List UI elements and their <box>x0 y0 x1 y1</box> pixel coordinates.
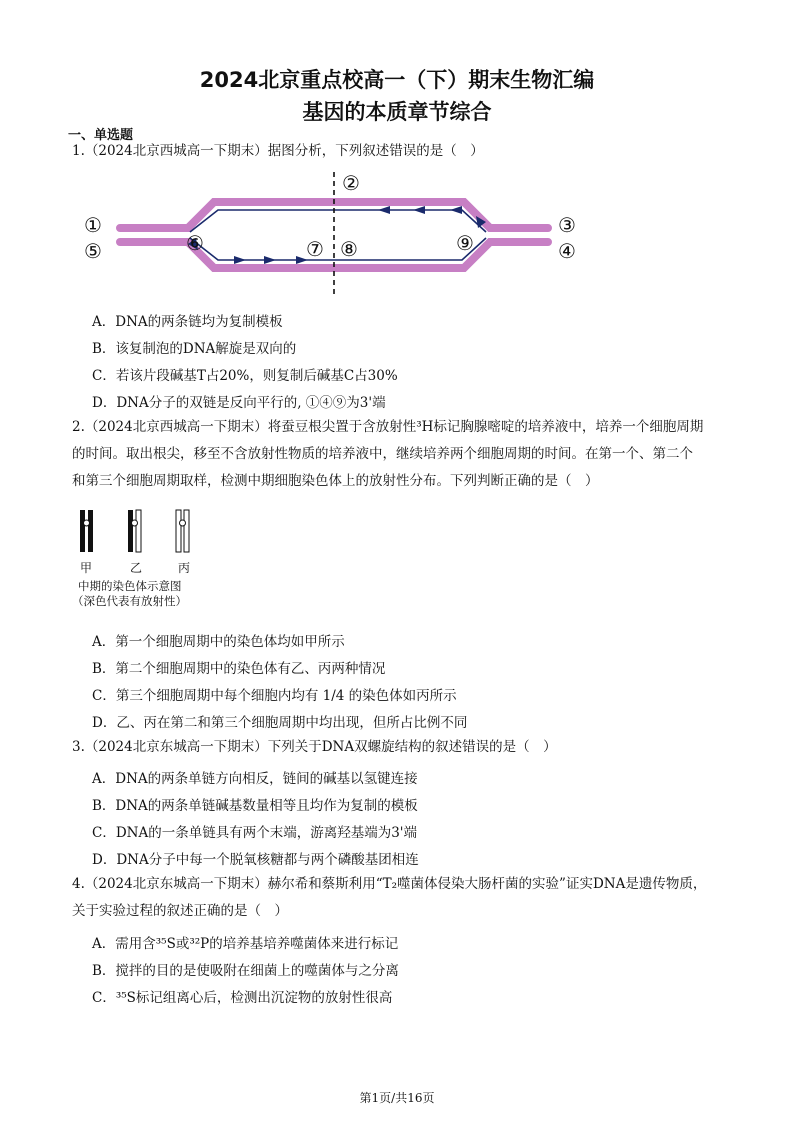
label-jia: 甲 <box>80 561 93 575</box>
q3-option-d: D．DNA分子中每一个脱氧核糖都与两个磷酸基团相连 <box>92 852 419 868</box>
label-1: ① <box>84 213 102 237</box>
q2-option-b: B．第二个细胞周期中的染色体有乙、丙两种情况 <box>92 661 386 677</box>
label-8: ⑧ <box>340 237 358 261</box>
question-3-stem: 3.（2024北京东城高一下期末）下列关于DNA双螺旋结构的叙述错误的是（ ） <box>72 739 557 755</box>
label-5: ⑤ <box>84 239 102 263</box>
q4-stem-line-2: 关于实验过程的叙述正确的是（ ） <box>72 903 288 919</box>
label-9: ⑨ <box>456 231 474 255</box>
q1-option-c: C．若该片段碱基T占20%，则复制后碱基C占30% <box>92 368 398 384</box>
label-4: ④ <box>558 239 576 263</box>
q1-option-b: B．该复制泡的DNA解旋是双向的 <box>92 341 297 357</box>
question-2-stem <box>72 414 722 495</box>
page-subtitle: 基因的本质章节综合 <box>302 100 492 124</box>
q2-option-a: A．第一个细胞周期中的染色体均如甲所示 <box>92 634 345 650</box>
q4-option-c: C．³⁵S标记组离心后，检测出沉淀物的放射性很高 <box>92 990 393 1006</box>
figure-caption-line-1: 中期的染色体示意图 <box>78 579 182 593</box>
q1-option-d: D．DNA分子的双链是反向平行的, ①④⑨为3'端 <box>92 395 386 411</box>
page-title: 2024北京重点校高一（下）期末生物汇编 <box>199 68 595 92</box>
label-3: ③ <box>558 213 576 237</box>
page-footer: 第1页/共16页 <box>359 1091 435 1105</box>
chromosome-bing <box>176 510 189 552</box>
q4-stem-line-1: 4.（2024北京东城高一下期末）赫尔希和蔡斯利用“T₂噬菌体侵染大肠杆菌的实验”证实DNA是遗传物质， <box>72 876 707 892</box>
q4-option-a: A．需用含³⁵S或³²P的培养基培养噬菌体来进行标记 <box>92 936 399 952</box>
replication-bubble-diagram <box>78 170 598 300</box>
q2-stem-line-1: 2.（2024北京西城高一下期末）将蚕豆根尖置于含放射性³H标记胸腺嘧啶的培养液中，培养一个细胞周期 <box>72 419 704 435</box>
q2-stem-line-3: 和第三个细胞周期取样，检测中期细胞染色体上的放射性分布。下列判断正确的是（ ） <box>72 473 599 489</box>
section-heading: 一、单选题 <box>68 128 134 143</box>
q3-option-b: B．DNA的两条单链碱基数量相等且均作为复制的模板 <box>92 798 418 814</box>
label-2: ② <box>342 171 360 195</box>
q1-option-a: A．DNA的两条链均为复制模板 <box>92 314 283 330</box>
q4-option-b: B．搅拌的目的是使吸附在细菌上的噬菌体与之分离 <box>92 963 399 979</box>
chromosome-diagram <box>72 508 212 608</box>
q3-option-a: A．DNA的两条单链方向相反，链间的碱基以氢键连接 <box>92 771 418 787</box>
question-4-stem <box>72 871 722 925</box>
label-6: ⑥ <box>186 231 204 255</box>
label-bing: 丙 <box>178 561 191 575</box>
figure-caption-line-2: （深色代表有放射性） <box>72 594 187 608</box>
q3-option-c: C．DNA的一条单链具有两个末端，游离羟基端为3'端 <box>92 825 418 841</box>
q2-stem-line-2: 的时间。取出根尖，移至不含放射性物质的培养液中，继续培养两个细胞周期的时间。在第一个、第二个 <box>72 446 693 462</box>
question-1-stem: 1.（2024北京西城高一下期末）据图分析，下列叙述错误的是（ ） <box>72 143 484 159</box>
label-yi: 乙 <box>130 561 143 575</box>
chromosome-jia <box>80 510 93 552</box>
label-7: ⑦ <box>306 237 324 261</box>
chromosome-yi <box>128 510 141 552</box>
outer-strand-top <box>120 202 548 228</box>
new-strand-top <box>190 210 486 232</box>
q2-option-c: C．第三个细胞周期中每个细胞内均有 1/4 的染色体如丙所示 <box>92 688 457 704</box>
q2-option-d: D．乙、丙在第二和第三个细胞周期中均出现，但所占比例不同 <box>92 715 468 731</box>
